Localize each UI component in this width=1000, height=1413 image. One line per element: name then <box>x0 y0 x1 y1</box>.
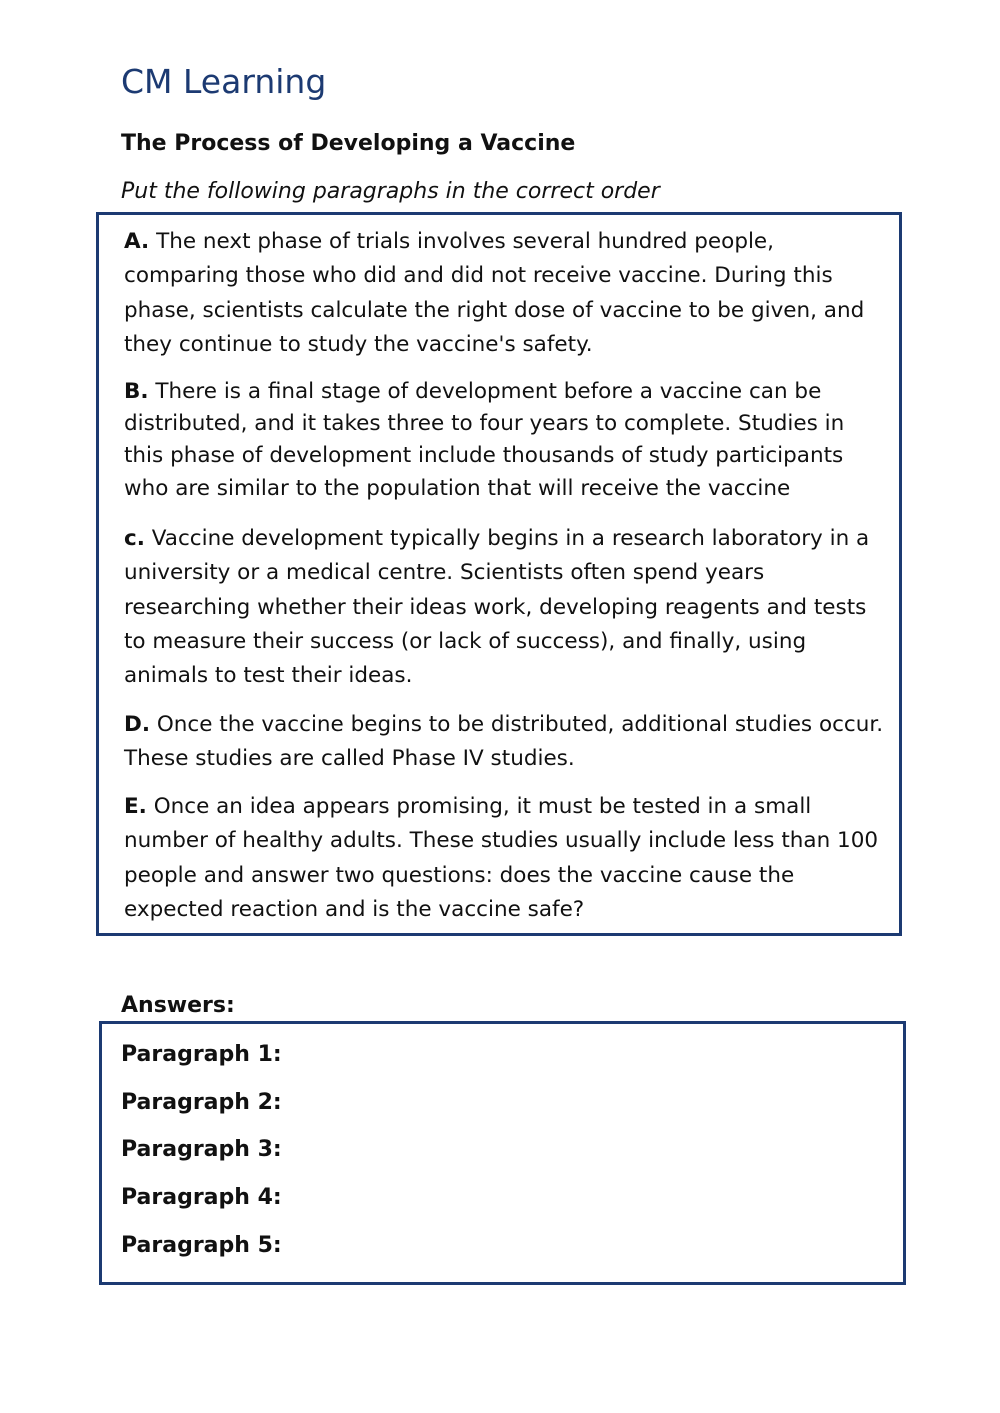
document-title: The Process of Developing a Vaccine <box>121 131 576 156</box>
paragraph-a <box>124 225 884 362</box>
paragraphs-box <box>96 212 902 936</box>
paragraph-text: Once the vaccine begins to be distributed, additional studies occur. These studies are called Phase IV studies. <box>124 712 884 772</box>
instruction-text: Put the following paragraphs in the correct order <box>121 179 660 204</box>
paragraph-label: D. <box>124 712 151 737</box>
answer-line-2: Paragraph 2: <box>121 1090 282 1115</box>
paragraph-label: c. <box>124 526 145 551</box>
paragraph-text: There is a final stage of development before a vaccine can be distributed, and it takes three to four years to complete. Studies in this phase of development include thousands of study participants who are similar to the population that will receive the vaccine <box>124 379 845 501</box>
paragraph-text: Vaccine development typically begins in a research laboratory in a university or a medical centre. Scientists often spend years researching whether their ideas work, developing reagents and tests to measure their success (or lack of success), and finally, using animals to test their ideas. <box>124 526 870 689</box>
paragraph-label: A. <box>124 229 150 254</box>
answer-line-1: Paragraph 1: <box>121 1042 282 1067</box>
paragraph-d <box>124 708 884 777</box>
paragraph-text: Once an idea appears promising, it must be tested in a small number of healthy adults. These studies usually include less than 100 people and answer two questions: does the vaccine cause the expected reaction and is the vaccine safe? <box>124 794 879 922</box>
paragraph-e <box>124 790 884 927</box>
answer-line-4: Paragraph 4: <box>121 1185 282 1210</box>
answer-line-5: Paragraph 5: <box>121 1233 282 1258</box>
paragraph-c <box>124 522 884 693</box>
answers-box <box>99 1021 906 1285</box>
paragraph-b <box>124 376 884 505</box>
answer-line-3: Paragraph 3: <box>121 1137 282 1162</box>
paragraph-text: The next phase of trials involves several hundred people, comparing those who did and did not receive vaccine. During this phase, scientists calculate the right dose of vaccine to be given, and they continue to study the vaccine's safety. <box>124 229 865 357</box>
paragraph-label: E. <box>124 794 147 819</box>
paragraph-label: B. <box>124 379 149 404</box>
answers-heading: Answers: <box>121 993 235 1018</box>
brand-title: CM Learning <box>121 62 327 101</box>
